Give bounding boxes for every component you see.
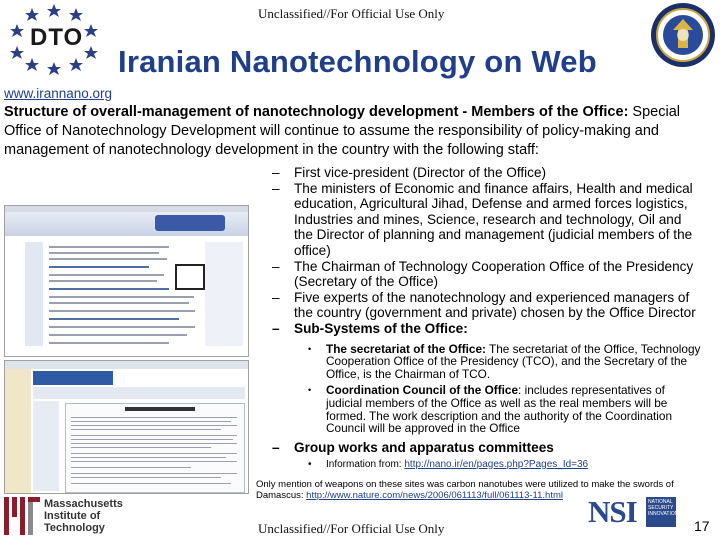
seal-icon <box>650 2 716 68</box>
info-item <box>308 459 702 470</box>
list-item-text: Five experts of the nanotechnology and experienced managers of the country (government and private) chosen by the Office Director <box>294 289 696 321</box>
mit-bars-icon <box>4 497 40 537</box>
classification-top: Unclassified//For Official Use Only <box>258 6 445 21</box>
nsi-text: NSI <box>588 494 637 529</box>
info-link[interactable]: http://nano.ir/en/pages.php?Pages_Id=36 <box>404 458 589 470</box>
website-screenshot-english <box>4 360 249 494</box>
subsystem-item <box>308 343 702 381</box>
mit-line-2: Institute of <box>44 510 101 522</box>
nsi-caption: NATIONAL SECURITY INNOVATIONS <box>646 497 676 527</box>
dash-marker: – <box>272 165 280 180</box>
bullet-marker: • <box>308 343 312 354</box>
footnote-text: Only mention of weapons on these sites was carbon nanotubes were utilized to make the swords of Damascus: <box>256 479 674 501</box>
list-item <box>272 290 702 321</box>
subsystem-text: : includes representatives of judicial members of the Office as well as the real members will be formed. The work description and the authority of the Coordination Council will be approved in the Office <box>326 382 673 436</box>
dto-logo <box>6 2 102 76</box>
list-item-text: The ministers of Economic and finance affairs, Health and medical education, Agricultural Jihad, Defense and armed forces logistics, Industries and mines, Science, research and technology, Oil and the Director of planning and management (judicial members of the office) <box>294 180 693 258</box>
list-item <box>272 181 702 259</box>
list-item <box>272 440 702 456</box>
page-title: Iranian Nanotechnology on Web <box>118 44 597 79</box>
subsystem-item <box>308 384 702 435</box>
dni-seal <box>650 2 716 68</box>
website-screenshot-persian <box>4 205 249 357</box>
list-item-text: First vice-president (Director of the Office) <box>294 165 547 180</box>
nsi-logo <box>588 494 682 530</box>
subsystem-title: Coordination Council of the Office <box>326 382 519 397</box>
list-item <box>272 321 702 337</box>
paragraph-lead: Structure of overall-management of nanotechnology development - Members of the Office: <box>4 104 629 120</box>
list-item-text: Group works and apparatus committees <box>294 440 554 456</box>
page-number: 17 <box>694 518 710 534</box>
site-link[interactable]: www.irannano.org <box>4 86 113 101</box>
bullet-marker: • <box>308 458 312 470</box>
mit-line-1: Massachusetts <box>44 498 123 510</box>
subsystem-title: The secretariat of the Office: <box>326 341 486 356</box>
dash-marker: – <box>272 320 280 336</box>
mit-line-3: Technology <box>44 522 105 534</box>
dto-logo-text: DTO <box>30 24 84 51</box>
bullet-marker: • <box>308 384 312 395</box>
list-item-text: Sub-Systems of the Office: <box>294 320 468 336</box>
dash-marker: – <box>272 258 280 274</box>
dash-marker: – <box>272 289 280 305</box>
dash-marker: – <box>272 180 280 196</box>
list-item <box>272 259 702 290</box>
mit-logo <box>4 496 134 538</box>
intro-paragraph <box>4 103 694 160</box>
list-item <box>272 165 702 181</box>
paragraph-text: Special Office of Nanotechnology Development will continue to assume the responsibility of policy-making and management of nanotechnology development in the country with the following staff: <box>4 104 680 158</box>
list-item-text: The Chairman of Technology Cooperation Office of the Presidency (Secretary of the Office) <box>294 258 694 290</box>
staff-list <box>272 165 702 470</box>
info-text: Information from: <box>326 458 405 470</box>
classification-bottom: Unclassified//For Official Use Only <box>258 521 445 536</box>
footnote-link[interactable]: http://www.nature.com/news/2006/061113/full/061113-11.html <box>306 490 563 501</box>
dash-marker: – <box>272 440 280 456</box>
subsystem-text: The secretariat of the Office, Technology Cooperation Office of the Presidency (TCO), and the Secretary of the Office, is the Chairman of TCO. <box>326 341 701 382</box>
